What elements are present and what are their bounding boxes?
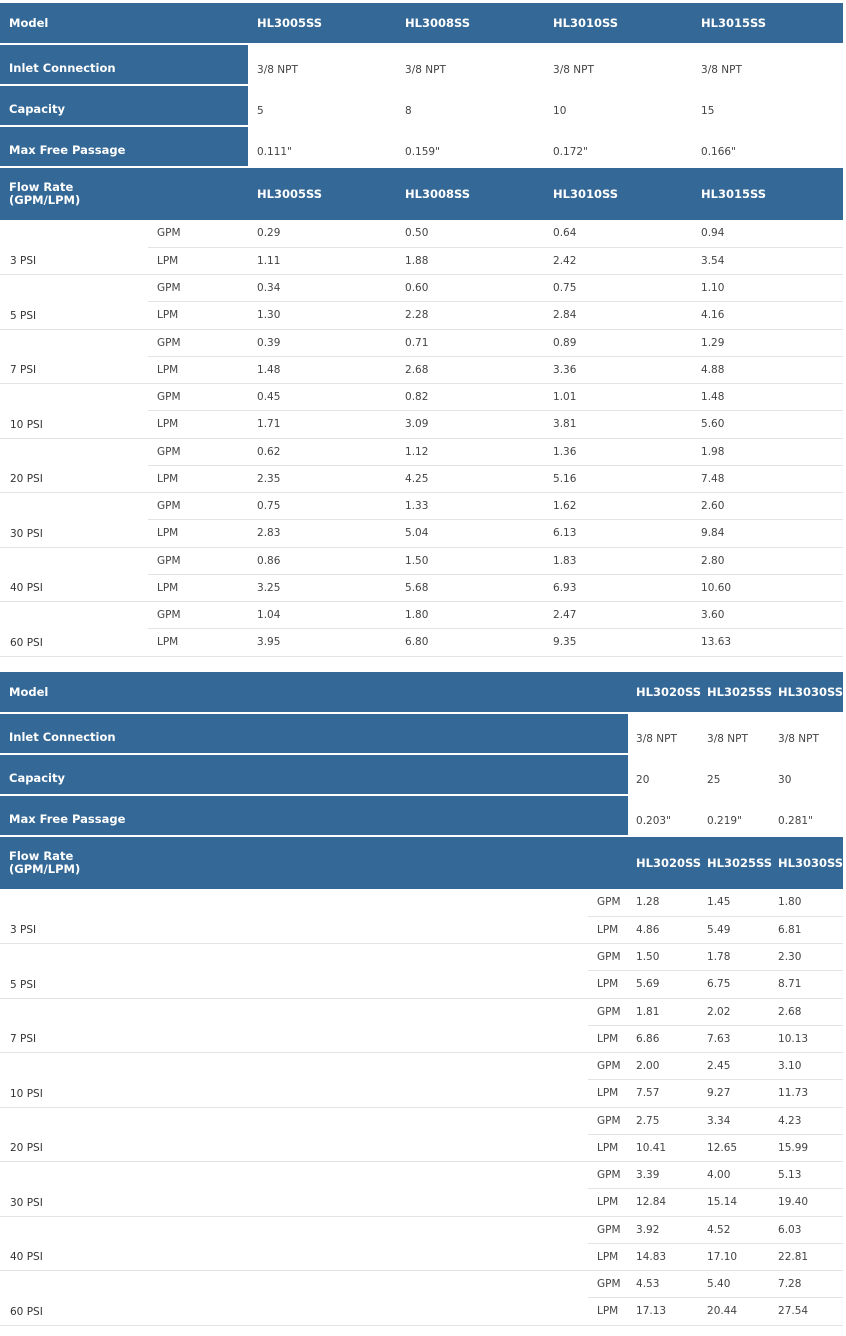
spec-value: 0.281" [770,795,843,836]
lpm-value: 5.49 [699,916,770,943]
gpm-value: 1.04 [248,602,396,629]
lpm-value: 6.75 [699,971,770,998]
unit-gpm: GPM [148,438,248,465]
pressure-label: 5 PSI [0,944,588,999]
lpm-value: 4.86 [628,916,699,943]
lpm-value: 7.48 [692,465,843,492]
flow-row-gpm [0,493,843,520]
unit-gpm: GPM [588,1053,628,1080]
spec-value: 15 [692,85,843,126]
unit-gpm: GPM [588,1162,628,1189]
lpm-value: 17.13 [628,1298,699,1325]
lpm-value: 2.84 [544,302,692,329]
model-header-row [0,672,843,713]
lpm-value: 4.16 [692,302,843,329]
spec-row [0,44,843,85]
gpm-value: 6.03 [770,1216,843,1243]
lpm-value: 10.41 [628,1134,699,1161]
unit-gpm: GPM [588,944,628,971]
flow-row-gpm [0,220,843,247]
unit-lpm: LPM [148,629,248,656]
lpm-value: 6.81 [770,916,843,943]
unit-lpm: LPM [588,1243,628,1270]
gpm-value: 3.60 [692,602,843,629]
flow-row-gpm [0,1162,843,1189]
gpm-value: 1.28 [628,889,699,916]
model-name: HL3030SS [770,672,843,713]
lpm-value: 1.71 [248,411,396,438]
spec-value: 25 [699,754,770,795]
unit-lpm: LPM [588,1025,628,1052]
model-name: HL3005SS [248,167,396,220]
lpm-value: 15.99 [770,1134,843,1161]
gpm-value: 2.47 [544,602,692,629]
gpm-value: 2.80 [692,547,843,574]
flow-header-row [0,836,843,889]
model-label: Model [0,3,248,44]
gpm-value: 1.29 [692,329,843,356]
spec-table-2 [0,672,843,1326]
gpm-value: 2.75 [628,1107,699,1134]
pressure-label: 20 PSI [0,1107,588,1162]
gpm-value: 1.80 [770,889,843,916]
pressure-label: 5 PSI [0,275,148,330]
unit-gpm: GPM [588,1107,628,1134]
pressure-label: 40 PSI [0,547,148,602]
unit-lpm: LPM [148,247,248,274]
spec-value: 0.172" [544,126,692,167]
pressure-label: 40 PSI [0,1216,588,1271]
lpm-value: 3.81 [544,411,692,438]
gpm-value: 1.01 [544,384,692,411]
unit-gpm: GPM [148,493,248,520]
gpm-value: 4.00 [699,1162,770,1189]
lpm-value: 13.63 [692,629,843,656]
spec-row [0,126,843,167]
unit-lpm: LPM [588,971,628,998]
unit-gpm: GPM [148,275,248,302]
spec-value: 3/8 NPT [699,713,770,754]
flow-row-gpm [0,1053,843,1080]
pressure-label: 60 PSI [0,1271,588,1326]
gpm-value: 0.39 [248,329,396,356]
gpm-value: 0.50 [396,220,544,247]
unit-lpm: LPM [148,411,248,438]
lpm-value: 3.25 [248,574,396,601]
gpm-value: 1.33 [396,493,544,520]
model-name: HL3025SS [699,836,770,889]
spec-label: Capacity [0,754,628,795]
gpm-value: 7.28 [770,1271,843,1298]
unit-gpm: GPM [148,329,248,356]
spec-row [0,85,843,126]
gpm-value: 1.12 [396,438,544,465]
unit-gpm: GPM [588,1216,628,1243]
gpm-value: 0.62 [248,438,396,465]
lpm-value: 5.04 [396,520,544,547]
spec-value: 8 [396,85,544,126]
gpm-value: 3.39 [628,1162,699,1189]
lpm-value: 1.88 [396,247,544,274]
model-name: HL3008SS [396,167,544,220]
model-name: HL3020SS [628,836,699,889]
lpm-value: 2.42 [544,247,692,274]
gpm-value: 0.89 [544,329,692,356]
lpm-value: 19.40 [770,1189,843,1216]
pressure-label: 10 PSI [0,384,148,439]
flow-header-row [0,167,843,220]
unit-gpm: GPM [588,1271,628,1298]
gpm-value: 3.34 [699,1107,770,1134]
flow-row-gpm [0,275,843,302]
gpm-value: 1.45 [699,889,770,916]
unit-gpm: GPM [588,998,628,1025]
spec-value: 0.166" [692,126,843,167]
gpm-value: 1.81 [628,998,699,1025]
flow-row-gpm [0,944,843,971]
gpm-value: 0.45 [248,384,396,411]
gpm-value: 0.86 [248,547,396,574]
flow-rate-label [0,167,248,220]
lpm-value: 27.54 [770,1298,843,1325]
gpm-value: 1.62 [544,493,692,520]
unit-lpm: LPM [148,574,248,601]
spec-label: Max Free Passage [0,126,248,167]
flow-row-gpm [0,438,843,465]
unit-lpm: LPM [588,916,628,943]
lpm-value: 2.28 [396,302,544,329]
lpm-value: 3.36 [544,356,692,383]
spec-value: 10 [544,85,692,126]
model-name: HL3025SS [699,672,770,713]
flow-row-gpm [0,1271,843,1298]
unit-lpm: LPM [588,1189,628,1216]
lpm-value: 3.54 [692,247,843,274]
flow-rate-units: (GPM/LPM) [9,193,81,207]
gpm-value: 4.23 [770,1107,843,1134]
pressure-label: 10 PSI [0,1053,588,1108]
lpm-value: 2.83 [248,520,396,547]
flow-rate-units: (GPM/LPM) [9,862,81,876]
spec-value: 3/8 NPT [770,713,843,754]
model-header-row [0,3,843,44]
lpm-value: 8.71 [770,971,843,998]
spec-label: Inlet Connection [0,44,248,85]
lpm-value: 1.11 [248,247,396,274]
spec-value: 3/8 NPT [692,44,843,85]
unit-lpm: LPM [588,1298,628,1325]
gpm-value: 4.53 [628,1271,699,1298]
lpm-value: 10.13 [770,1025,843,1052]
lpm-value: 10.60 [692,574,843,601]
gpm-value: 0.64 [544,220,692,247]
gpm-value: 2.02 [699,998,770,1025]
lpm-value: 4.25 [396,465,544,492]
lpm-value: 6.93 [544,574,692,601]
spec-value: 3/8 NPT [396,44,544,85]
model-name: HL3020SS [628,672,699,713]
gpm-value: 3.92 [628,1216,699,1243]
pressure-label: 60 PSI [0,602,148,657]
model-name: HL3010SS [544,167,692,220]
flow-row-gpm [0,1107,843,1134]
lpm-value: 7.57 [628,1080,699,1107]
lpm-value: 5.60 [692,411,843,438]
spec-value: 0.111" [248,126,396,167]
unit-gpm: GPM [148,602,248,629]
pressure-label: 30 PSI [0,493,148,548]
gpm-value: 1.50 [396,547,544,574]
unit-gpm: GPM [148,384,248,411]
spec-row [0,754,843,795]
lpm-value: 14.83 [628,1243,699,1270]
gpm-value: 4.52 [699,1216,770,1243]
gpm-value: 0.29 [248,220,396,247]
lpm-value: 3.09 [396,411,544,438]
flow-rate-title: Flow Rate [9,849,74,863]
spec-table-1 [0,3,843,657]
lpm-value: 3.95 [248,629,396,656]
pressure-label: 3 PSI [0,889,588,944]
gpm-value: 2.00 [628,1053,699,1080]
spec-value: 5 [248,85,396,126]
model-name: HL3008SS [396,3,544,44]
lpm-value: 2.35 [248,465,396,492]
flow-row-gpm [0,889,843,916]
spec-value: 0.219" [699,795,770,836]
flow-row-gpm [0,329,843,356]
lpm-value: 6.13 [544,520,692,547]
gpm-value: 0.34 [248,275,396,302]
unit-gpm: GPM [148,547,248,574]
lpm-value: 4.88 [692,356,843,383]
gpm-value: 1.98 [692,438,843,465]
lpm-value: 12.84 [628,1189,699,1216]
lpm-value: 2.68 [396,356,544,383]
spec-label: Capacity [0,85,248,126]
gpm-value: 2.30 [770,944,843,971]
gpm-value: 0.75 [248,493,396,520]
gpm-value: 1.80 [396,602,544,629]
lpm-value: 9.27 [699,1080,770,1107]
gpm-value: 1.83 [544,547,692,574]
lpm-value: 6.80 [396,629,544,656]
unit-lpm: LPM [148,465,248,492]
lpm-value: 5.16 [544,465,692,492]
gpm-value: 2.45 [699,1053,770,1080]
pressure-label: 3 PSI [0,220,148,275]
unit-lpm: LPM [148,302,248,329]
lpm-value: 9.84 [692,520,843,547]
gpm-value: 0.71 [396,329,544,356]
gpm-value: 1.36 [544,438,692,465]
gpm-value: 1.78 [699,944,770,971]
gpm-value: 3.10 [770,1053,843,1080]
gpm-value: 1.10 [692,275,843,302]
model-name: HL3015SS [692,3,843,44]
flow-rate-label [0,836,628,889]
flow-row-gpm [0,998,843,1025]
unit-lpm: LPM [148,520,248,547]
gpm-value: 2.60 [692,493,843,520]
lpm-value: 22.81 [770,1243,843,1270]
gpm-value: 0.94 [692,220,843,247]
pressure-label: 7 PSI [0,329,148,384]
spec-value: 0.203" [628,795,699,836]
spec-value: 0.159" [396,126,544,167]
lpm-value: 5.68 [396,574,544,601]
flow-rate-title: Flow Rate [9,180,74,194]
gpm-value: 5.13 [770,1162,843,1189]
spec-label: Inlet Connection [0,713,628,754]
gpm-value: 2.68 [770,998,843,1025]
model-name: HL3015SS [692,167,843,220]
spec-value: 3/8 NPT [544,44,692,85]
gpm-value: 0.75 [544,275,692,302]
gpm-value: 5.40 [699,1271,770,1298]
gpm-value: 1.50 [628,944,699,971]
flow-row-gpm [0,1216,843,1243]
pressure-label: 30 PSI [0,1162,588,1217]
gpm-value: 0.82 [396,384,544,411]
spec-value: 30 [770,754,843,795]
unit-lpm: LPM [148,356,248,383]
unit-gpm: GPM [588,889,628,916]
flow-row-gpm [0,602,843,629]
pressure-label: 20 PSI [0,438,148,493]
gpm-value: 0.60 [396,275,544,302]
model-name: HL3005SS [248,3,396,44]
model-name: HL3010SS [544,3,692,44]
spec-value: 20 [628,754,699,795]
spec-row [0,795,843,836]
flow-row-gpm [0,547,843,574]
unit-lpm: LPM [588,1134,628,1161]
spec-value: 3/8 NPT [628,713,699,754]
model-name: HL3030SS [770,836,843,889]
spec-row [0,713,843,754]
lpm-value: 11.73 [770,1080,843,1107]
lpm-value: 15.14 [699,1189,770,1216]
lpm-value: 7.63 [699,1025,770,1052]
lpm-value: 1.48 [248,356,396,383]
lpm-value: 12.65 [699,1134,770,1161]
lpm-value: 9.35 [544,629,692,656]
lpm-value: 1.30 [248,302,396,329]
model-label: Model [0,672,628,713]
unit-lpm: LPM [588,1080,628,1107]
unit-gpm: GPM [148,220,248,247]
gpm-value: 1.48 [692,384,843,411]
spec-value: 3/8 NPT [248,44,396,85]
lpm-value: 6.86 [628,1025,699,1052]
flow-row-gpm [0,384,843,411]
pressure-label: 7 PSI [0,998,588,1053]
lpm-value: 20.44 [699,1298,770,1325]
lpm-value: 5.69 [628,971,699,998]
spec-label: Max Free Passage [0,795,628,836]
lpm-value: 17.10 [699,1243,770,1270]
